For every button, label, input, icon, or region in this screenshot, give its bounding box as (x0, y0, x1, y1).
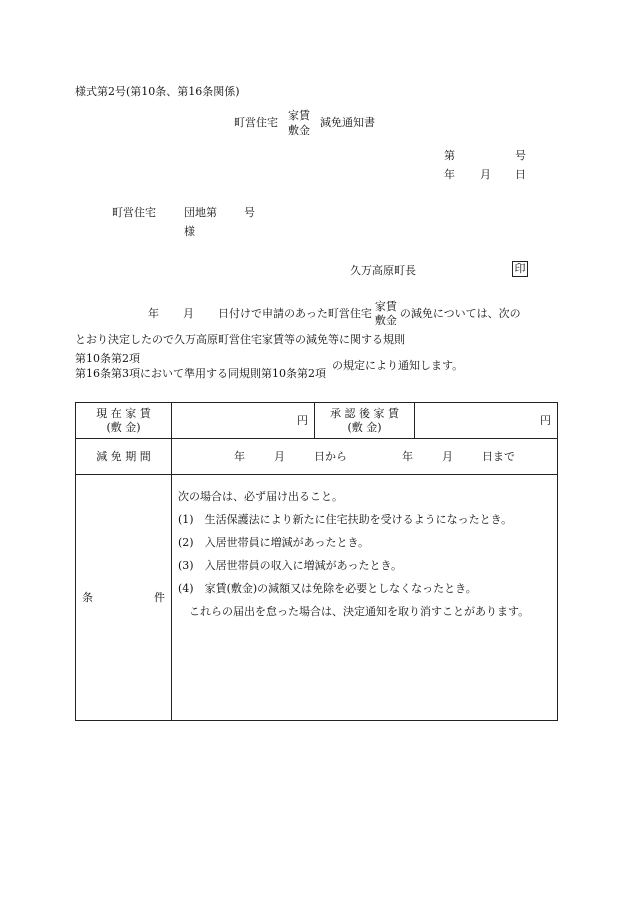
reduction-table (75, 402, 558, 721)
approved-rent-label-2: (敷 金) (347, 420, 382, 434)
period-from-year: 年 (234, 449, 245, 463)
title-prefix: 町営住宅 (234, 116, 278, 130)
recipient-housing: 町営住宅 (112, 206, 156, 219)
condition-item: (1) 生活保護法により新たに住宅扶助を受けるようになったとき。 (178, 513, 513, 526)
period-from-month: 月 (274, 449, 285, 463)
body-part2: の減免については、次の (399, 307, 521, 321)
conditions-row (76, 475, 558, 721)
conditions-label-2: 件 (154, 590, 165, 604)
title-option-deposit: 敷金 (288, 124, 310, 137)
rent-row (76, 403, 558, 439)
approved-rent-label (315, 403, 415, 439)
body-options (375, 300, 397, 328)
condition-item: (2) 入居世帯員に増減があったとき。 (178, 536, 370, 549)
condition-note: これらの届出を怠った場合は、決定通知を取り消すことがあります。 (178, 605, 530, 618)
body-option-rent: 家賃 (374, 300, 397, 313)
title-option-rent: 家賃 (288, 109, 310, 122)
period-from-day: 日から (314, 449, 347, 463)
form-number: 様式第2号(第10条、第16条関係) (75, 85, 240, 98)
current-rent-label (76, 403, 172, 439)
body-part1: 日付けで申請のあった町営住宅 (218, 307, 372, 321)
current-rent-value: 円 (172, 403, 315, 439)
title-suffix: 減免通知書 (320, 116, 375, 130)
rule-option-2: 第16条第3項において準用する同規則第10条第2項 (75, 367, 326, 380)
condition-item: (3) 入居世帯員の収入に増減があったとき。 (178, 559, 403, 572)
body-line-2: とおり決定したので久万高原町営住宅家賃等の減免等に関する規則 (75, 333, 405, 346)
conditions-label (76, 475, 172, 721)
body-ending: の規定により通知します。 (332, 359, 464, 373)
approved-rent-value: 円 (415, 403, 558, 439)
body-year: 年 (148, 307, 159, 321)
conditions-content (172, 475, 558, 721)
recipient-go: 号 (244, 206, 255, 219)
condition-item: (4) 家賃(敷金)の減額又は免除を必要としなくなったとき。 (178, 582, 477, 595)
recipient-sama: 様 (184, 225, 195, 238)
rule-options (75, 351, 326, 381)
seal-mark: 印 (512, 261, 528, 277)
doc-number-go: 号 (515, 149, 526, 162)
conditions-label-1: 条 (82, 590, 93, 604)
rule-option-1: 第10条第2項 (75, 352, 140, 365)
document-title (234, 108, 375, 138)
title-options (288, 108, 310, 138)
period-to-year: 年 (402, 449, 413, 463)
date-year: 年 (444, 168, 455, 181)
condition-item: 次の場合は、必ず届け出ること。 (178, 490, 343, 503)
doc-number-dai: 第 (444, 149, 455, 162)
current-rent-label-1: 現 在 家 賃 (96, 406, 151, 420)
recipient-complex: 団地第 (184, 206, 217, 219)
body-line-3 (75, 351, 463, 381)
body-month: 月 (183, 307, 194, 321)
period-row (76, 439, 558, 475)
period-to-month: 月 (442, 449, 453, 463)
period-value (172, 439, 558, 475)
current-rent-label-2: (敷 金) (106, 420, 141, 434)
period-to-day: 日まで (482, 449, 515, 463)
sender-name: 久万高原町長 (350, 264, 416, 277)
date-day: 日 (515, 168, 526, 181)
approved-rent-label-1: 承 認 後 家 賃 (330, 406, 399, 420)
period-label: 減 免 期 間 (76, 439, 172, 475)
body-option-deposit: 敷金 (374, 314, 397, 327)
body-line-1 (148, 300, 521, 328)
date-month: 月 (480, 168, 491, 181)
